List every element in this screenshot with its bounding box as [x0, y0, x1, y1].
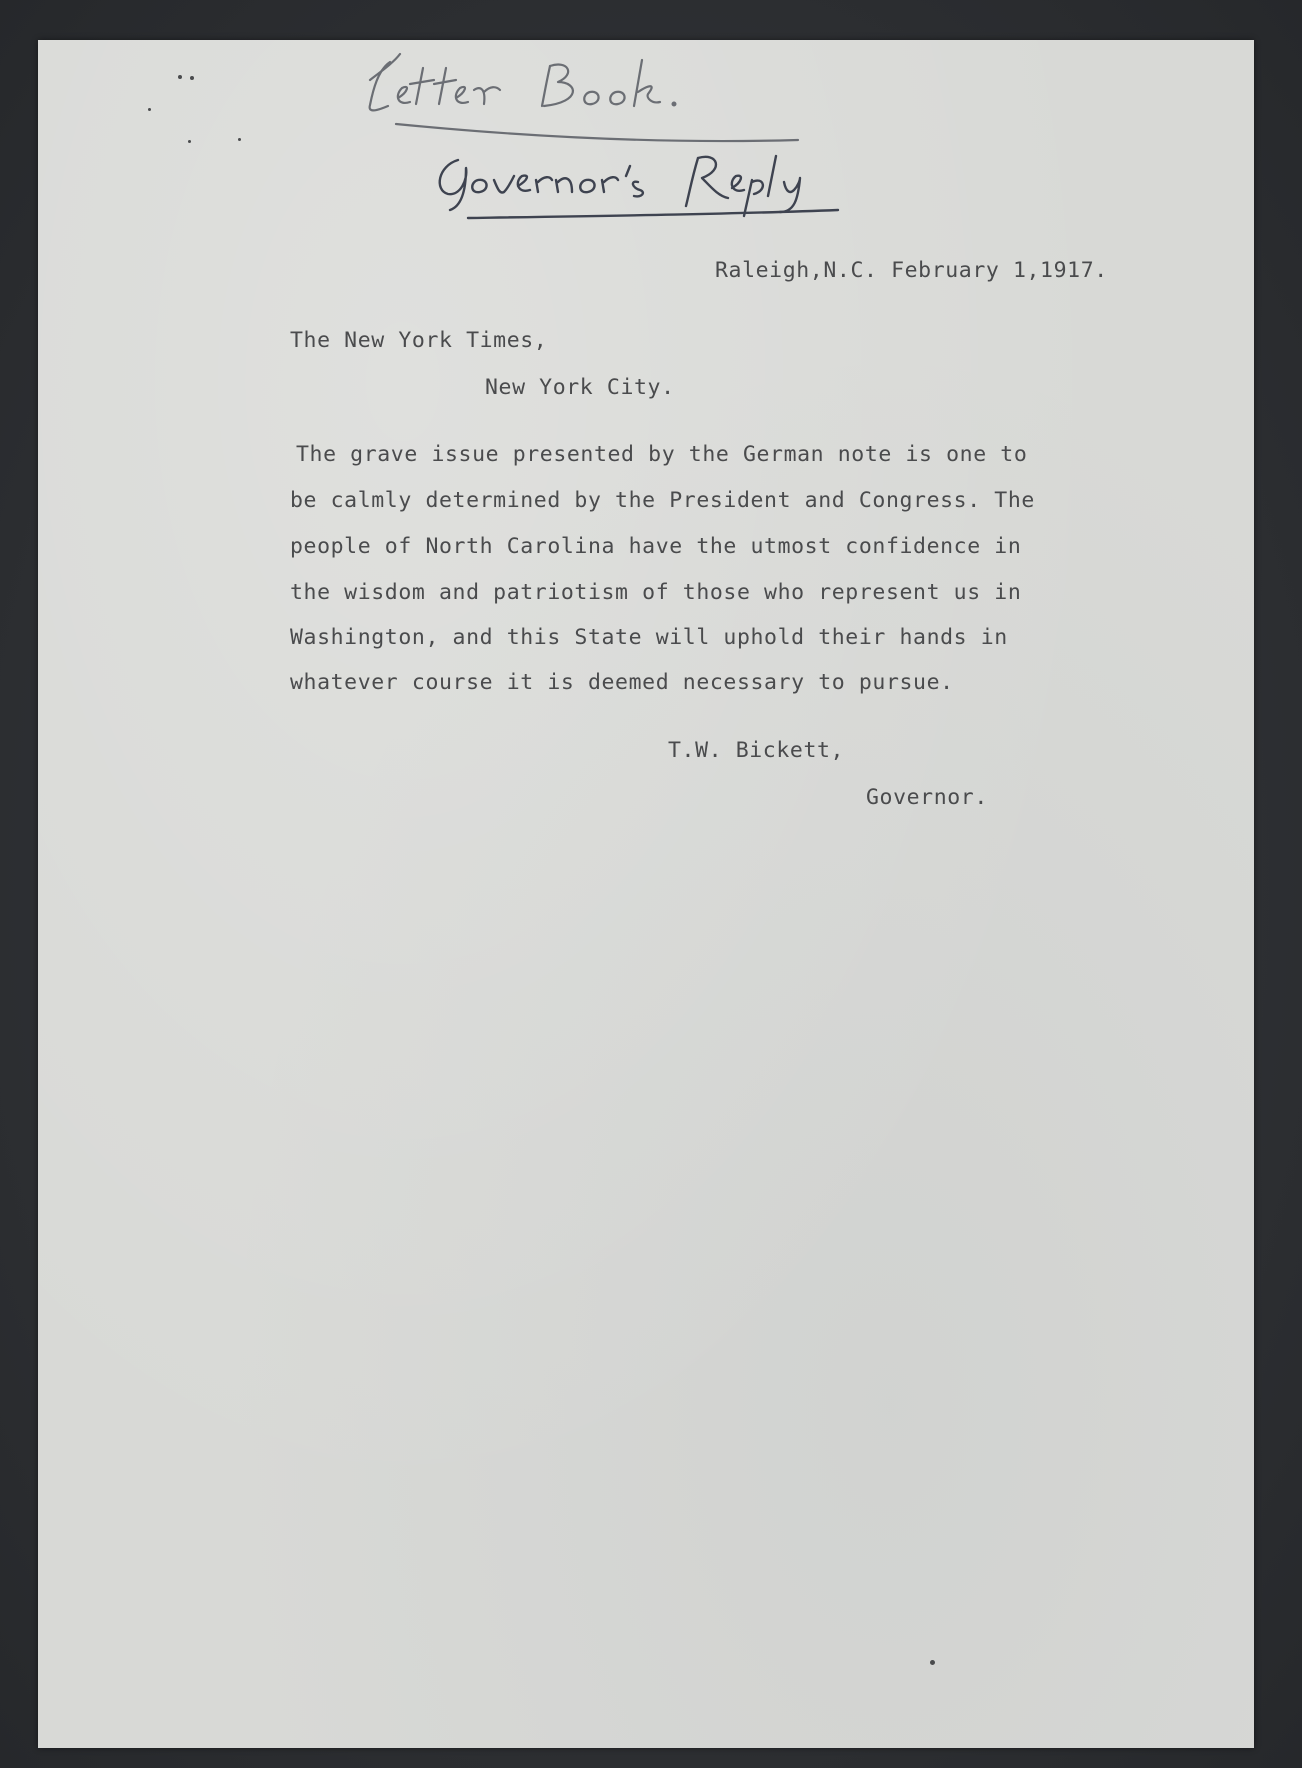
recipient-name: The New York Times,	[290, 328, 548, 353]
letter-page	[38, 40, 1254, 1748]
body-line: the wisdom and patriotism of those who represent us in	[290, 580, 1022, 605]
body-line: people of North Carolina have the utmost confidence in	[290, 534, 1022, 559]
body-line: whatever course it is deemed necessary to pursue.	[290, 670, 954, 695]
signature-title: Governor.	[866, 785, 988, 810]
handwritten-heading	[38, 40, 1254, 240]
recipient-city: New York City.	[485, 375, 675, 400]
signature-name: T.W. Bickett,	[668, 738, 845, 763]
body-line: Washington, and this State will uphold their hands in	[290, 625, 1008, 650]
handwritten-subheading-text	[438, 160, 447, 161]
dateline: Raleigh,N.C. February 1,1917.	[715, 258, 1108, 283]
handwritten-heading-text	[368, 60, 374, 61]
body-line: The grave issue presented by the German note is one to	[296, 442, 1028, 467]
body-line: be calmly determined by the President and Congress. The	[290, 488, 1035, 513]
paper-speck	[930, 1660, 935, 1665]
